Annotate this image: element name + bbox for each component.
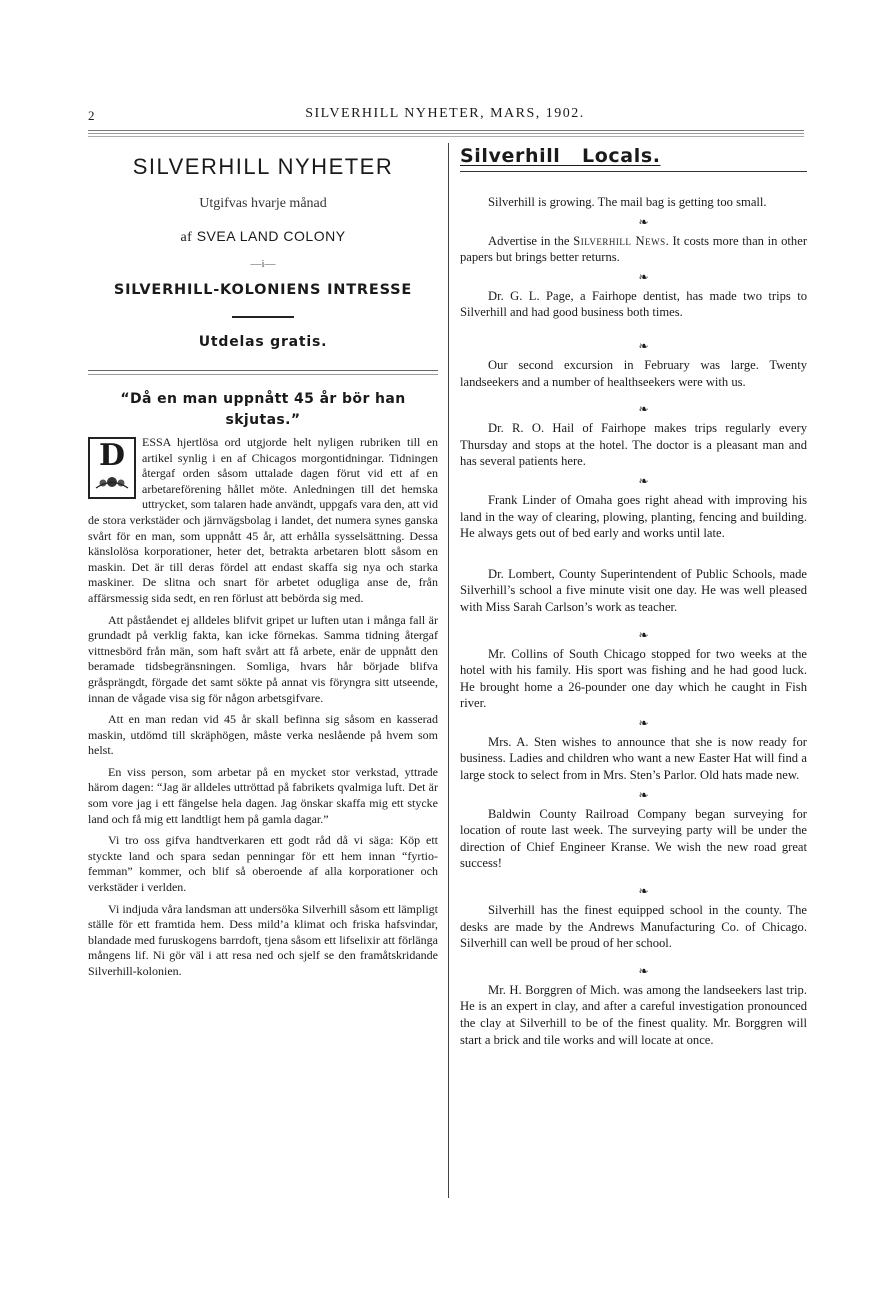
masthead-publisher [88, 228, 438, 246]
local-item-text: Dr. G. L. Page, a Fairhope dentist, has made two trips to Silverhill and had good business both times. [460, 288, 807, 320]
locals-body [460, 194, 807, 1048]
masthead-separator: —i— [250, 258, 276, 270]
local-item-text: Advertise in the Silverhill News. It costs more than in other papers but brings better returns. [460, 233, 808, 265]
article-paragraph-text: ESSA hjertlösa ord utgjorde helt nyligen rubriken till en artikel synlig i en af Chicagos morgontidningar. Tidningen återgaf orden såsom uttalade dagen förut vid ett af en arbetareförening hållet möte. Anledningen till det hemska uttrycket, som talaren hade användt, uppgafs vara den, att vid de stora verkstäder och järnvägsbolag i landet, det numera synes ganska svårt för en man, som uppnått 45 år, att erhålla sysselsättning. Dessa känslolösa korporationer, heter det, betrakta arbetaren blott såsom en maskin. Det är till deras fördel att endast skaffa sig nya och starka maskiner. De slitna och snart för arbetet odugliga anse de, från affärsmessig sida sedt, en ren förlust att bebörda sig med. [88, 435, 438, 605]
local-item [460, 902, 807, 952]
local-item-text: Dr. R. O. Hail of Fairhope makes trips regularly every Thursday and stops at the hotel. The doctor is a pleasant man and has several patients here. [460, 421, 807, 469]
publisher-prefix: af [180, 230, 193, 245]
drop-cap-letter: D [98, 438, 125, 473]
article-paragraph: Vi indjuda våra landsman att undersöka Silverhill såsom ett lämpligt ställe för ett framtida hem. Dess mild’a klimat och friska hafsvindar, blandade med furuskogens barrdoft, tjena såsom ett lifselixir att förlänga mångens lif. Ni gör väl i att resa ned och sjelf se den framåtskridande Silverhill-kolonien. [88, 901, 438, 978]
locals-title [460, 145, 807, 172]
local-item-text: Mr. H. Borggren of Mich. was among the landseekers last trip. He is an expert in clay, and after a careful investigation pronounced the clay at Silverhill to be of the finest quality. Mr. Borggren will start a brick and tile works and will locate at once. [460, 982, 807, 1047]
local-item [460, 194, 807, 211]
publisher-name: SVEA LAND COLONY [196, 228, 346, 244]
local-item-text: Baldwin County Railroad Company began surveying for location of route last week. The surveying party will be under the direction of Chief Engineer Kranse. We wish the new road great success! [460, 806, 807, 871]
article-paragraph [88, 435, 438, 607]
header-rule-secondary [88, 136, 804, 137]
local-item [460, 420, 807, 470]
article-paragraph: Att påståendet ej alldeles blifvit gripet ur luften utan i många fall är grundadt på verklig fakta, kan icke förnekas. Samma tidning återgaf vittnesbörd från män, som haft svårt att få arbete, enär de uppnått den beramade tidsbegränsningen. Somliga, hvars hår började blifva gråsprängdt, förgade det samt sökte på annat vis föryngra sitt utseende, innan de vågade visa sig för någon arbetsgifvare. [88, 612, 438, 705]
article-paragraph: Att en man redan vid 45 år skall befinna sig såsom en kasserad maskin, utdömd till skräphögen, måste verka neslående på hvem som helst. [88, 712, 438, 758]
local-item-text: Mr. Collins of South Chicago stopped for two weeks at the hotel with his family. His sport was fishing and he had good luck. He brought home a 26-pounder one day which he caught in Fish river. [460, 646, 807, 711]
local-item [460, 806, 807, 872]
local-item [460, 982, 807, 1048]
masthead-frequency: Utgifvas hvarje månad [199, 196, 327, 211]
leaf-ornament-icon: ❧ [638, 214, 649, 229]
local-item-text: Dr. Lombert, County Superintendent of Public Schools, made Silverhill’s school a five minute visit one day. He was well pleased with Miss Sarah Carlson’s work as teacher. [460, 566, 807, 614]
leaf-ornament-icon: ❧ [638, 473, 649, 488]
publication-name: Silverhill News [573, 233, 666, 248]
local-item [460, 233, 807, 266]
masthead-gratis: Utdelas gratis. [198, 334, 328, 350]
local-item-text: Mrs. A. Sten wishes to announce that she is now ready for business. Ladies and children who want a new Easter Hat will find a large stock to select from in Mrs. Sten’s Parlor. Old hats made new. [460, 734, 807, 783]
drop-cap [88, 437, 136, 499]
leaf-ornament-icon: ❧ [638, 338, 649, 353]
article-paragraph: Vi tro oss gifva handtverkaren ett godt råd då vi säga: Köp ett styckte land och spara sedan penningar för ett hem innan “fyrtio-femman” kommer, och blif så oberoende af alla korporationer och verkstäder i verlden. [88, 833, 438, 895]
local-item-text: Our second excursion in February was large. Twenty landseekers and a number of healthseekers were with us. [460, 357, 807, 389]
right-column [460, 143, 807, 1048]
local-item [460, 734, 807, 784]
floral-ornament-icon [94, 473, 130, 491]
header-rule [88, 130, 804, 134]
article-paragraph: En viss person, som arbetar på en mycket stor verkstad, yttrade härom dagen: “Jag är alldeles uttröttad på fabrikets qvalmiga luft. Det är som vore jag i ett fängelse hela dagen. Jag önskar skaffa mig ett stycke land och få mig ett landtligt hem på gamla dagar.” [88, 764, 438, 826]
masthead-interest: SILVERHILL-KOLONIENS INTRESSE [113, 282, 413, 298]
masthead-short-rule [232, 316, 294, 318]
local-item [460, 492, 807, 542]
section-rule [88, 370, 438, 375]
page-number: 2 [88, 108, 95, 123]
local-item [460, 288, 807, 321]
article-headline: “Då en man uppnått 45 år bör han skjutas.” [120, 391, 406, 428]
local-item-text: Frank Linder of Omaha goes right ahead with improving his land in the way of clearing, plowing, planting, fencing and building. He always gets out of bed early and works until late. [460, 492, 807, 541]
running-head: SILVERHILL NYHETER, MARS, 1902. [305, 106, 585, 121]
leaf-ornament-icon: ❧ [638, 884, 649, 899]
leaf-ornament-icon: ❧ [638, 963, 649, 978]
local-item [460, 646, 807, 712]
column-divider [448, 143, 449, 1198]
leaf-ornament-icon: ❧ [638, 402, 649, 417]
leaf-ornament-icon: ❧ [638, 787, 649, 802]
local-item [460, 357, 807, 390]
article-body [88, 435, 438, 980]
masthead-title: SILVERHILL NYHETER [132, 154, 394, 179]
locals-title-text: Silverhill Locals. [460, 145, 661, 167]
local-item [460, 566, 807, 616]
local-item-text: Silverhill has the finest equipped school in the county. The desks are made by the Andrews Manufacturing Co. of Chicago. Silverhill can well be proud of her school. [460, 903, 807, 951]
leaf-ornament-icon: ❧ [638, 627, 649, 642]
local-item-text: Silverhill is growing. The mail bag is getting too small. [488, 195, 767, 209]
leaf-ornament-icon: ❧ [638, 715, 649, 730]
leaf-ornament-icon: ❧ [638, 269, 649, 284]
left-column [88, 148, 438, 986]
